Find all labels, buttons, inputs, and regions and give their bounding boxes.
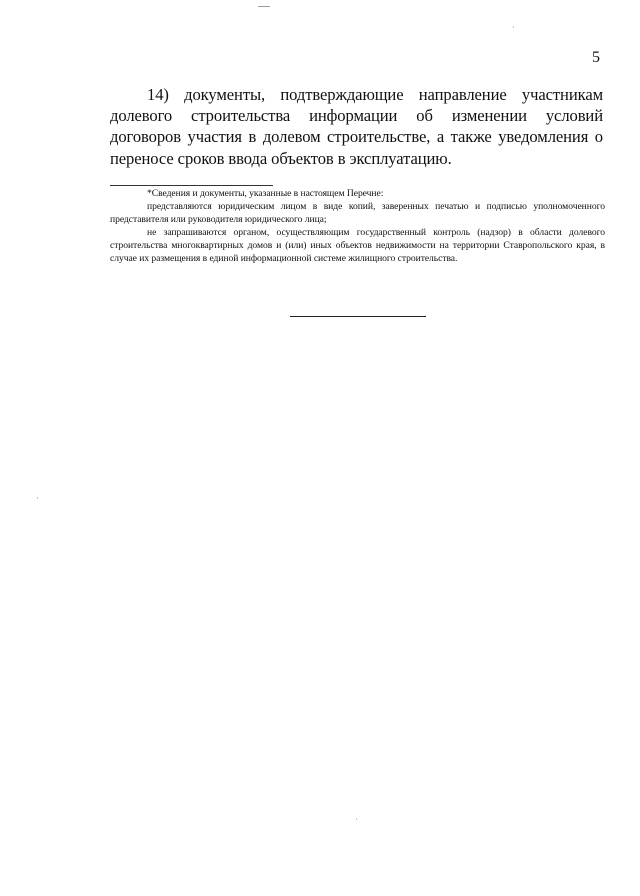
end-of-document-line bbox=[290, 316, 426, 317]
footnote-item: не запрашиваются органом, осуществляющим государственный контроль (надзор) в области долевого строительства многоквартирных домов и (или) иных объектов недвижимости на территории Ставропольского края, в случае их размещения в единой информационной системе жилищного строительства. bbox=[110, 226, 605, 264]
page-number: 5 bbox=[592, 49, 600, 66]
footnote-block bbox=[110, 188, 605, 265]
footnote-divider bbox=[110, 185, 273, 186]
scan-artifact bbox=[37, 497, 38, 499]
scan-artifact bbox=[513, 26, 514, 28]
list-item-14: 14) документы, подтверждающие направление участникам долевого строительства информации об изменении условий договоров участия в долевом строительстве, а также уведомления о переносе сроков ввода объектов в эксплуатацию. bbox=[110, 85, 603, 168]
footnote-item: представляются юридическим лицом в виде копий, заверенных печатью и подписью уполномоченного представителя или руководителя юридического лица; bbox=[110, 200, 605, 225]
scan-artifact bbox=[356, 818, 357, 820]
scan-artifact bbox=[258, 6, 270, 7]
footnote-heading: *Сведения и документы, указанные в настоящем Перечне: bbox=[147, 188, 384, 199]
